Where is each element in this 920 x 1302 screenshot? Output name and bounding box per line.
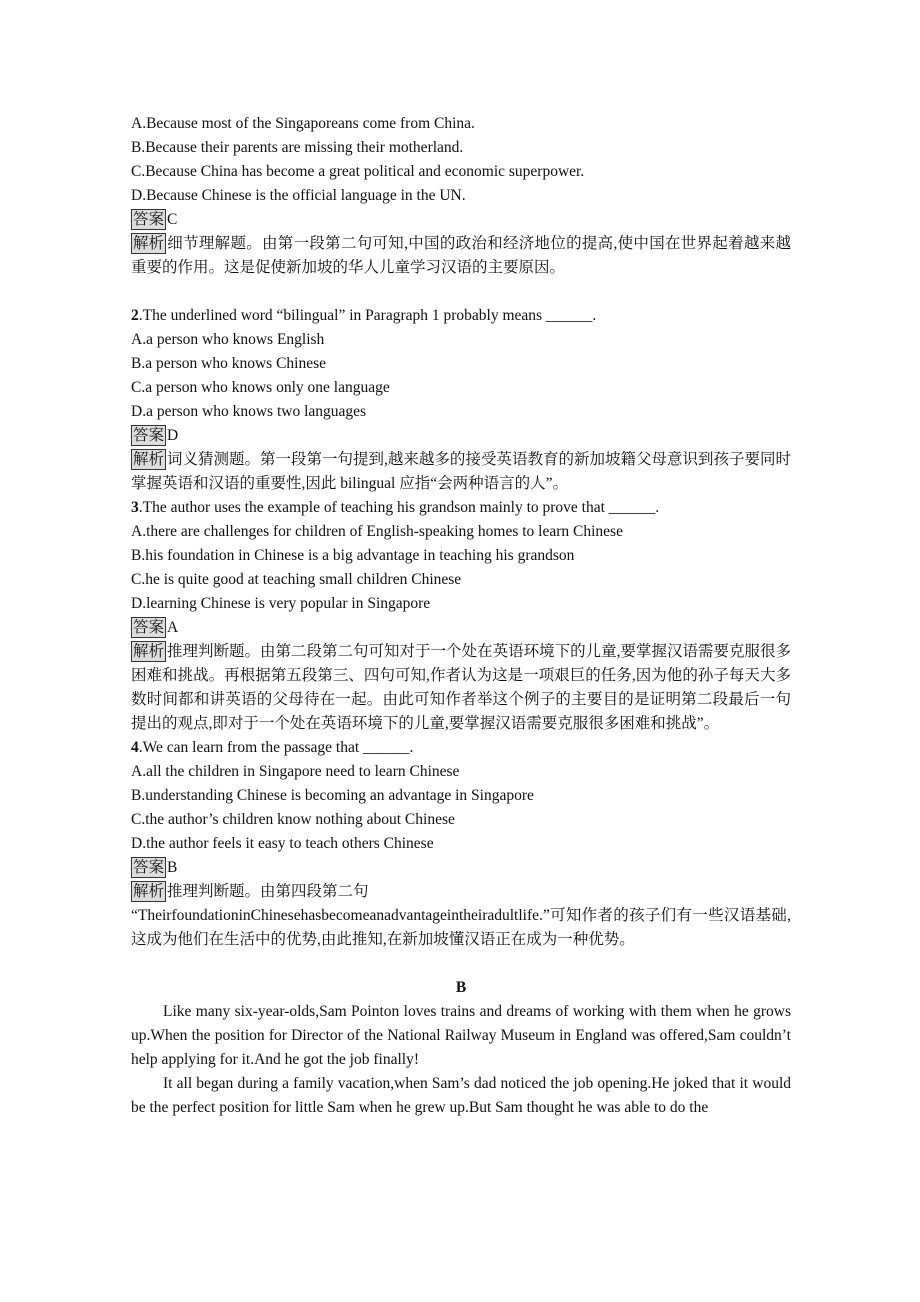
answer-row [131,616,791,640]
analysis-tag: 解析 [133,451,165,468]
question-text: .The underlined word “bilingual” in Paragraph 1 probably means ______. [138,307,597,324]
option-d: D.Because Chinese is the official language in the UN. [131,187,466,204]
document-page [131,112,791,1120]
option-b: B.a person who knows Chinese [131,355,327,372]
answer-value: A [167,619,179,636]
answer-row [131,856,791,880]
option-c: C.a person who knows only one language [131,379,390,396]
analysis-tag: 解析 [133,643,165,660]
question-text: .We can learn from the passage that ______. [138,739,414,756]
answer-value: C [167,211,178,228]
analysis-row [131,880,791,904]
answer-tag: 答案 [133,619,165,636]
option-c: C.the author’s children know nothing about Chinese [131,811,455,828]
question-1 [131,112,791,280]
passage-paragraph: It all began during a family vacation,when Sam’s dad noticed the job opening.He joked that it would be the perfect position for little Sam when he grew up.But Sam thought he was able to do the [131,1075,791,1116]
analysis-text: 细节理解题。由第一段第二句可知,中国的政治和经济地位的提高,使中国在世界起着越来越重要的作用。这是促使新加坡的华人儿童学习汉语的主要原因。 [131,235,791,276]
answer-row [131,424,791,448]
passage-paragraph: Like many six-year-olds,Sam Pointon loves trains and dreams of working with them when he grows up.When the position for Director of the National Railway Museum in England was offered,Sam couldn’t help applying for it.And he got the job finally! [131,1003,791,1068]
answer-row [131,208,791,232]
option-d: D.learning Chinese is very popular in Singapore [131,595,431,612]
question-text: .The author uses the example of teaching his grandson mainly to prove that ______. [138,499,660,516]
analysis-text-continued: “TheirfoundationinChinesehasbecomeanadvantageintheiradultlife.”可知作者的孩子们有一些汉语基础,这成为他们在生活中的优势,由此推知,在新加坡懂汉语正在成为一种优势。 [131,907,791,948]
question-stem [131,496,791,520]
question-3 [131,496,791,736]
analysis-row [131,640,791,736]
option-d: D.a person who knows two languages [131,403,367,420]
analysis-row [131,448,791,496]
analysis-text: 推理判断题。由第四段第二句 [167,883,369,900]
answer-tag: 答案 [133,859,165,876]
option-a: A.Because most of the Singaporeans come from China. [131,115,475,132]
analysis-tag: 解析 [133,883,165,900]
option-a: A.there are challenges for children of English-speaking homes to learn Chinese [131,523,623,540]
analysis-text: 词义猜测题。第一段第一句提到,越来越多的接受英语教育的新加坡籍父母意识到孩子要同时掌握英语和汉语的重要性,因此 bilingual 应指“会两种语言的人”。 [131,451,791,492]
option-b: B.understanding Chinese is becoming an advantage in Singapore [131,787,534,804]
analysis-text: 推理判断题。由第二段第二句可知对于一个处在英语环境下的儿童,要掌握汉语需要克服很多困难和挑战。再根据第五段第三、四句可知,作者认为这是一项艰巨的任务,因为他的孙子每天大多数时间都和讲英语的父母待在一起。由此可知作者举这个例子的主要目的是证明第二段最后一句提出的观点,即对于一个处在英语环境下的儿童,要掌握汉语需要克服很多困难和挑战”。 [131,643,791,732]
option-b: B.Because their parents are missing their motherland. [131,139,464,156]
section-heading: B [455,979,467,996]
option-c: C.Because China has become a great political and economic superpower. [131,163,585,180]
answer-value: B [167,859,178,876]
question-4 [131,736,791,952]
option-a: A.a person who knows English [131,331,325,348]
option-b: B.his foundation in Chinese is a big advantage in teaching his grandson [131,547,575,564]
question-number: 3 [131,499,139,516]
analysis-row [131,232,791,280]
answer-tag: 答案 [133,211,165,228]
answer-tag: 答案 [133,427,165,444]
answer-value: D [167,427,179,444]
option-a: A.all the children in Singapore need to learn Chinese [131,763,460,780]
question-number: 4 [131,739,139,756]
question-2 [131,304,791,496]
option-c: C.he is quite good at teaching small children Chinese [131,571,462,588]
question-stem [131,304,791,328]
question-stem [131,736,791,760]
question-number: 2 [131,307,139,324]
analysis-tag: 解析 [133,235,165,252]
option-d: D.the author feels it easy to teach others Chinese [131,835,434,852]
